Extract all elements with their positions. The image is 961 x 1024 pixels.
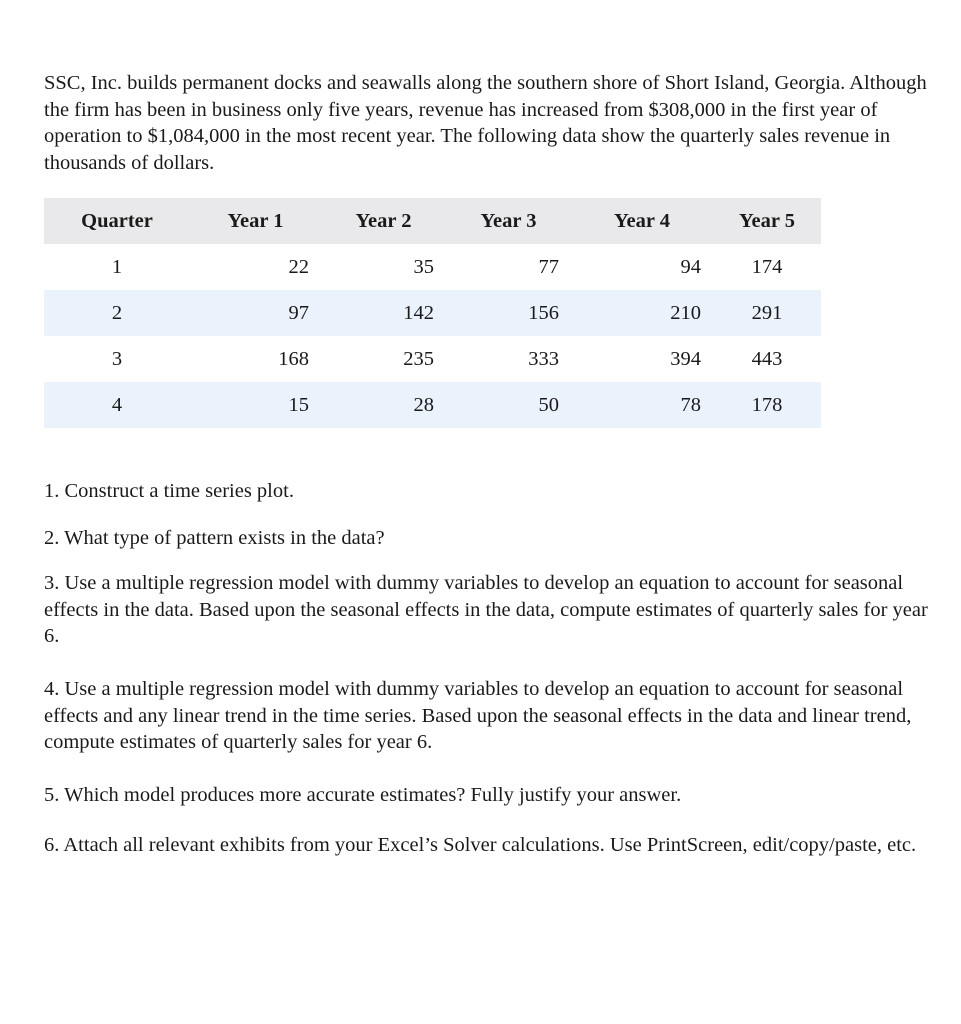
header-year-3: Year 3	[480, 209, 537, 232]
question-4: 4. Use a multiple regression model with dummy variables to develop an equation to account for seasonal effects and any linear trend in the time series. Based upon the seasonal effects in the data and linear trend, compute estimates of quarterly sales for year 6.	[44, 678, 912, 753]
header-year-1: Year 1	[227, 209, 284, 232]
question-1: 1. Construct a time series plot.	[44, 480, 294, 502]
cell-value: 291	[751, 301, 783, 324]
cell-value: 50	[538, 393, 559, 416]
cell-value: 156	[528, 301, 559, 324]
question-3: 3. Use a multiple regression model with dummy variables to develop an equation to account for seasonal effects in the data. Based upon the seasonal effects in the data, compute estimates of quarterly sales for year 6.	[44, 572, 928, 647]
cell-value: 333	[528, 347, 559, 370]
intro-paragraph: SSC, Inc. builds permanent docks and seawalls along the southern shore of Short Island, Georgia. Although the firm has been in business only five years, revenue has increased from $308,000 in the first year of operation to $1,084,000 in the most recent year. The following data show the quarterly sales revenue in thousands of dollars.	[44, 72, 927, 174]
cell-value: 22	[288, 255, 309, 278]
cell-value: 210	[670, 301, 701, 324]
cell-value: 28	[413, 393, 434, 416]
question-5: 5. Which model produces more accurate estimates? Fully justify your answer.	[44, 784, 682, 806]
cell-quarter: 1	[111, 255, 123, 278]
cell-value: 168	[278, 347, 309, 370]
table-row	[44, 336, 821, 382]
cell-value: 15	[288, 393, 309, 416]
cell-quarter: 3	[111, 347, 123, 370]
cell-value: 142	[403, 301, 434, 324]
table-row	[44, 290, 821, 336]
cell-value: 394	[670, 347, 701, 370]
cell-value: 174	[751, 255, 783, 278]
cell-value: 78	[680, 393, 701, 416]
sales-table-container	[44, 198, 821, 428]
table-header-row	[44, 198, 821, 244]
table-row	[44, 382, 821, 428]
question-6: 6. Attach all relevant exhibits from your Excel’s Solver calculations. Use PrintScreen, edit/copy/paste, etc.	[44, 834, 917, 856]
cell-value: 77	[538, 255, 559, 278]
header-quarter: Quarter	[81, 209, 153, 232]
cell-value: 94	[680, 255, 701, 278]
header-year-5: Year 5	[739, 209, 795, 232]
cell-value: 443	[751, 347, 783, 370]
cell-value: 97	[288, 301, 309, 324]
cell-value: 235	[403, 347, 434, 370]
header-year-2: Year 2	[355, 209, 412, 232]
table-row	[44, 244, 821, 290]
header-year-4: Year 4	[614, 209, 670, 232]
cell-quarter: 4	[111, 393, 123, 416]
cell-value: 35	[413, 255, 434, 278]
quarterly-sales-table	[44, 198, 821, 428]
cell-value: 178	[751, 393, 783, 416]
cell-quarter: 2	[111, 301, 123, 324]
question-2: 2. What type of pattern exists in the data?	[44, 527, 385, 549]
